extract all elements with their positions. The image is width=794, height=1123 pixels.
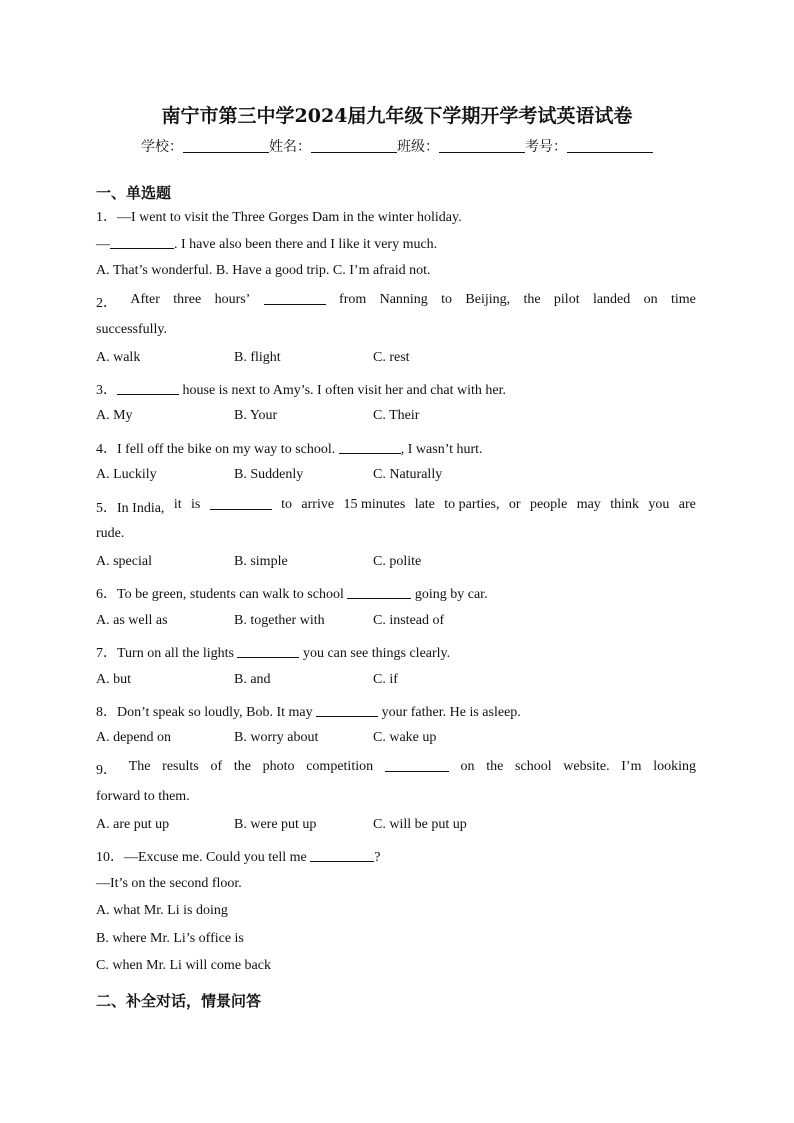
question-text: 4．I fell off the bike on my way to school. xyxy=(96,442,339,457)
question-text-end: you can see things clearly. xyxy=(299,646,451,661)
question-10-line-2: —It’s on the second floor. xyxy=(96,876,242,891)
class-label: 班级： xyxy=(397,139,439,155)
word: looking xyxy=(653,759,696,774)
question-mark: ? xyxy=(374,850,381,865)
word: The xyxy=(128,759,151,774)
option-c: C. instead of xyxy=(373,613,445,628)
option-c: C. polite xyxy=(373,554,422,569)
question-6-line xyxy=(96,583,696,603)
word: are xyxy=(678,497,696,512)
question-text-end: your father. He is asleep. xyxy=(378,705,521,720)
question-10-line-1 xyxy=(96,846,696,866)
word: 2． xyxy=(96,296,117,311)
word: 5．In India, xyxy=(96,501,165,516)
answer-blank xyxy=(264,292,326,305)
option-c: C. if xyxy=(373,672,398,687)
word: time xyxy=(670,292,696,307)
question-7-line xyxy=(96,642,696,662)
question-3-line xyxy=(96,379,696,399)
answer-blank xyxy=(210,497,272,510)
question-text: 8．Don’t speak so loudly, Bob. It may xyxy=(96,705,317,720)
option-b: B. were put up xyxy=(234,817,317,832)
word: the xyxy=(523,292,541,307)
option-c: C. will be put up xyxy=(373,817,467,832)
question-text: house is next to Amy’s. I often visit her and chat with her. xyxy=(179,383,507,398)
option-c: C. rest xyxy=(373,350,410,365)
question-1-options: A. That’s wonderful. B. Have a good trip. C. I’m afraid not. xyxy=(96,263,431,278)
word: website. xyxy=(563,759,610,774)
option-b: B. worry about xyxy=(234,730,319,745)
word: to xyxy=(281,497,293,512)
option-b: B. where Mr. Li’s office is xyxy=(96,931,244,946)
option-b: B. flight xyxy=(234,350,281,365)
word: school xyxy=(515,759,552,774)
option-a: A. My xyxy=(96,408,133,423)
question-9-line-1 xyxy=(96,759,696,779)
word: it xyxy=(173,497,182,512)
option-c: C. Their xyxy=(373,408,420,423)
option-a: A. depend on xyxy=(96,730,172,745)
option-a: A. Luckily xyxy=(96,467,157,482)
question-8-line xyxy=(96,701,696,721)
question-1-line-2 xyxy=(96,236,696,253)
number-label: 考号： xyxy=(525,139,567,155)
number-blank[interactable] xyxy=(567,139,653,153)
word: on xyxy=(643,292,658,307)
question-9-line-2: forward to them. xyxy=(96,789,190,804)
question-text: 6．To be green, students can walk to school xyxy=(96,587,348,602)
word: photo xyxy=(262,759,295,774)
word: landed xyxy=(592,292,631,307)
option-c: C. wake up xyxy=(373,730,437,745)
option-b: B. Your xyxy=(234,408,278,423)
question-1-line-1: 1．—I went to visit the Three Gorges Dam in the winter holiday. xyxy=(96,210,462,225)
option-a: A. as well as xyxy=(96,613,168,628)
question-text-end: going by car. xyxy=(411,587,488,602)
name-label: 姓名： xyxy=(269,139,311,155)
question-text: 7．Turn on all the lights xyxy=(96,646,238,661)
question-4-line xyxy=(96,438,696,458)
answer-blank xyxy=(310,849,374,862)
word: to parties, xyxy=(444,497,500,512)
option-c: C. Naturally xyxy=(373,467,443,482)
school-label: 学校： xyxy=(141,139,183,155)
word: late xyxy=(414,497,435,512)
word: pilot xyxy=(553,292,580,307)
word: think xyxy=(610,497,639,512)
word: from xyxy=(339,292,367,307)
word: arrive xyxy=(301,497,335,512)
question-number: 3． xyxy=(96,383,117,398)
word: to xyxy=(441,292,453,307)
option-b: B. together with xyxy=(234,613,325,628)
student-info-line xyxy=(0,136,794,156)
question-2-line-1 xyxy=(96,292,696,312)
section-heading-dialogue: 二、补全对话，情景问答 xyxy=(96,992,262,1010)
answer-blank xyxy=(339,441,401,454)
answer-blank xyxy=(385,759,449,772)
word: hours’ xyxy=(214,292,251,307)
option-a: A. but xyxy=(96,672,131,687)
word: three xyxy=(173,292,202,307)
word: 15 minutes xyxy=(343,497,406,512)
word: may xyxy=(576,497,601,512)
question-text-end: , I wasn’t hurt. xyxy=(400,442,483,457)
word: Nanning xyxy=(379,292,428,307)
answer-blank xyxy=(110,236,174,249)
option-b: B. Suddenly xyxy=(234,467,304,482)
option-a: A. special xyxy=(96,554,152,569)
school-blank[interactable] xyxy=(183,139,269,153)
word: 9． xyxy=(96,763,117,778)
option-a: A. are put up xyxy=(96,817,170,832)
word: people xyxy=(529,497,568,512)
question-text: 10．—Excuse me. Could you tell me xyxy=(96,850,311,865)
option-b: B. and xyxy=(234,672,271,687)
word: is xyxy=(191,497,201,512)
option-b: B. simple xyxy=(234,554,288,569)
word: you xyxy=(648,497,670,512)
word: I’m xyxy=(621,759,642,774)
page-title: 南宁市第三中学2024届九年级下学期开学考试英语试卷 xyxy=(161,105,633,127)
option-c: C. when Mr. Li will come back xyxy=(96,958,271,973)
dash: — xyxy=(96,237,110,252)
word: competition xyxy=(306,759,374,774)
word: of xyxy=(210,759,223,774)
word: After xyxy=(130,292,160,307)
word: or xyxy=(508,497,521,512)
word: on xyxy=(460,759,475,774)
option-a: A. walk xyxy=(96,350,141,365)
question-5-line-2: rude. xyxy=(96,526,125,541)
word: the xyxy=(233,759,251,774)
class-blank[interactable] xyxy=(439,139,525,153)
option-a: A. what Mr. Li is doing xyxy=(96,903,228,918)
question-5-line-1 xyxy=(96,497,696,517)
word: results xyxy=(162,759,199,774)
word: Beijing, xyxy=(465,292,511,307)
word: the xyxy=(486,759,504,774)
answer-blank xyxy=(316,704,378,717)
question-2-line-2: successfully. xyxy=(96,322,168,337)
answer-blank xyxy=(237,645,299,658)
answer-blank xyxy=(117,382,179,395)
name-blank[interactable] xyxy=(311,139,397,153)
answer-blank xyxy=(347,586,411,599)
section-heading-single-choice: 一、单选题 xyxy=(96,184,172,202)
question-1-text: . I have also been there and I like it very much. xyxy=(174,237,438,252)
